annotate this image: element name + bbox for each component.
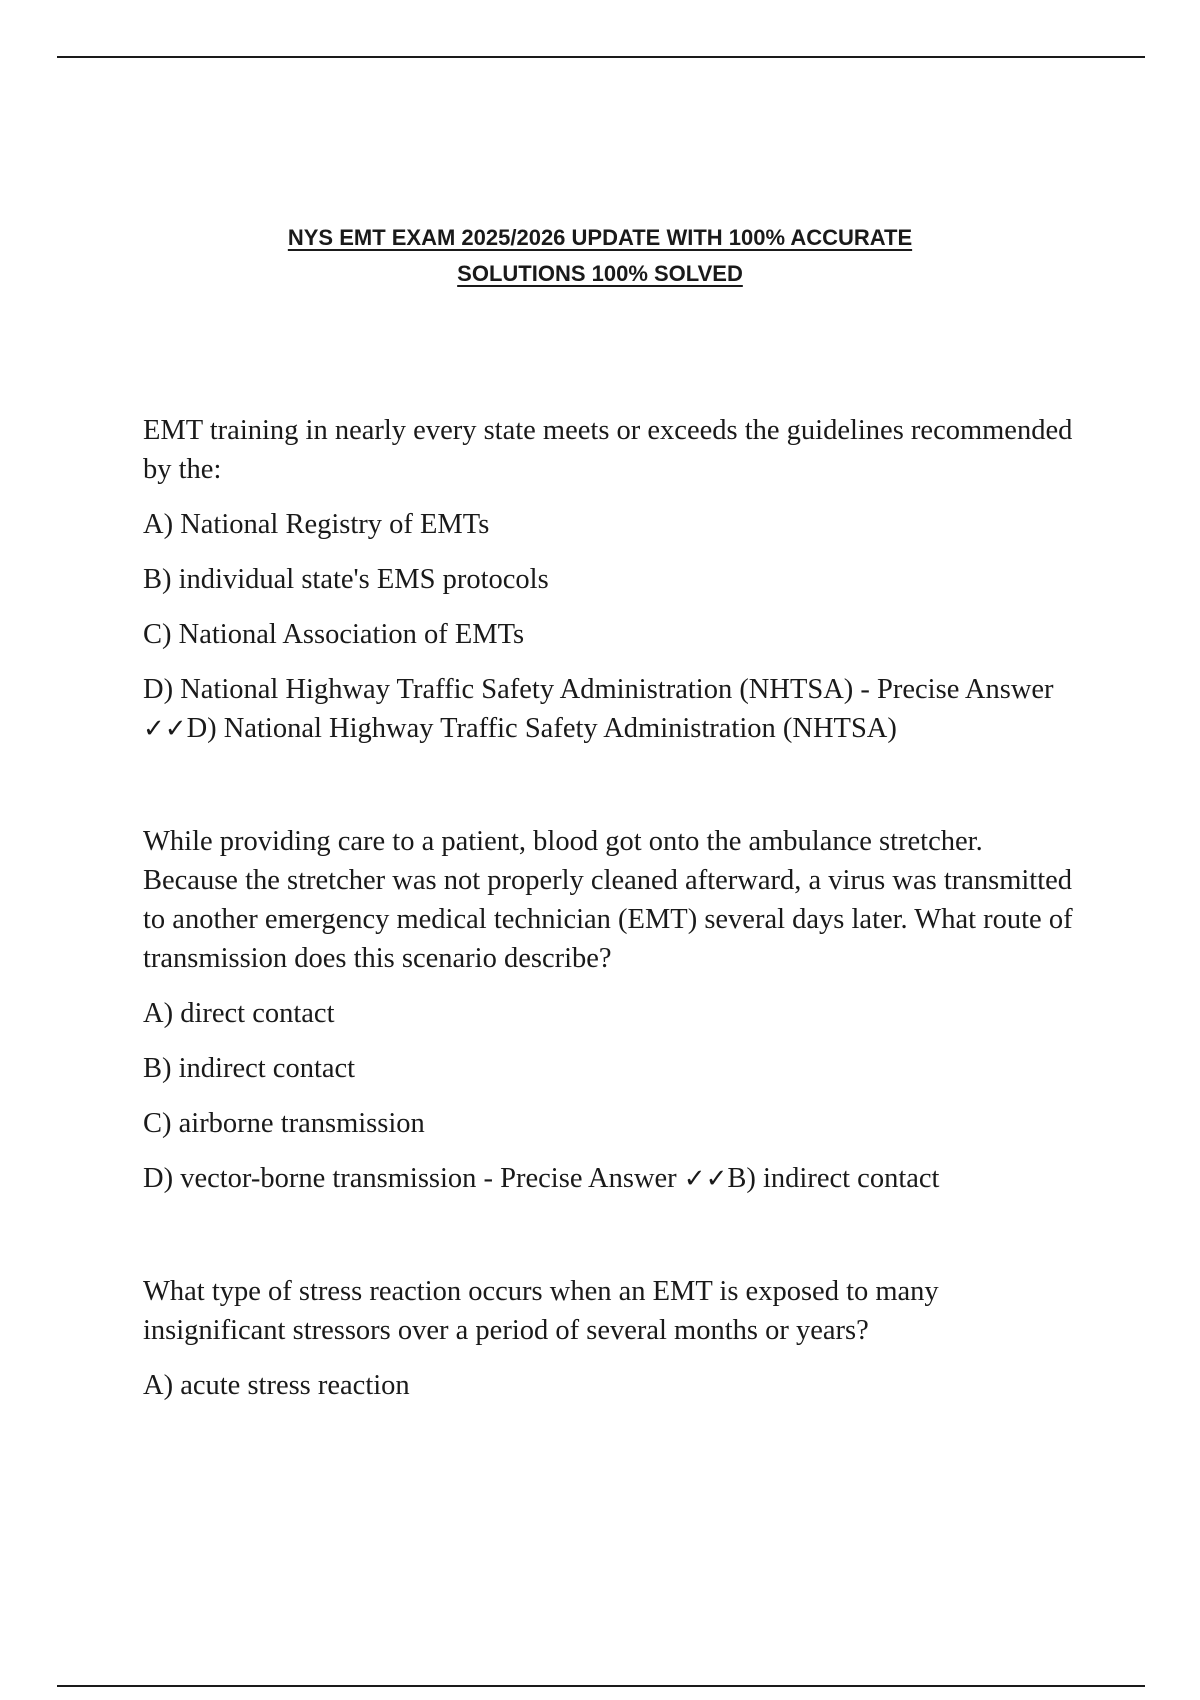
option-d-with-answer (143, 670, 1078, 749)
title-line-2: SOLUTIONS 100% SOLVED (457, 261, 743, 286)
double-check-icon: ✓✓ (143, 714, 187, 744)
option-a: A) National Registry of EMTs (143, 509, 490, 540)
title-line-1: NYS EMT EXAM 2025/2026 UPDATE WITH 100% ACCURATE (287, 225, 913, 250)
correct-answer: B) indirect contact (727, 1163, 940, 1194)
option-b: B) indirect contact (143, 1053, 356, 1084)
bottom-rule (57, 1685, 1145, 1687)
question-block-3 (143, 1272, 1078, 1405)
option-c: C) National Association of EMTs (143, 619, 525, 650)
question-text: EMT training in nearly every state meets or exceeds the guidelines recommended by the: (143, 415, 1073, 485)
question-text: What type of stress reaction occurs when an EMT is exposed to many insignificant stressors over a period of several months or years? (143, 1276, 939, 1346)
question-block-2 (143, 822, 1078, 1199)
double-check-icon: ✓✓ (683, 1164, 728, 1194)
document-title (0, 220, 1200, 292)
question-block-1 (143, 411, 1078, 749)
option-a: A) acute stress reaction (143, 1370, 410, 1401)
option-c: C) airborne transmission (143, 1108, 425, 1139)
option-d-with-answer (143, 1159, 1078, 1199)
option-d: D) National Highway Traffic Safety Administration (NHTSA) - Precise Answer (143, 674, 1054, 705)
question-text: While providing care to a patient, blood got onto the ambulance stretcher. Because the stretcher was not properly cleaned afterward, a virus was transmitted to another emergency medical technician (EMT) several days later. What route of transmission does this scenario describe? (143, 826, 1073, 974)
option-d: D) vector-borne transmission - Precise Answer (143, 1163, 677, 1194)
top-rule (57, 56, 1145, 58)
question-list (143, 411, 1078, 1421)
option-a: A) direct contact (143, 998, 335, 1029)
correct-answer: D) National Highway Traffic Safety Administration (NHTSA) (186, 713, 897, 744)
option-b: B) individual state's EMS protocols (143, 564, 549, 595)
